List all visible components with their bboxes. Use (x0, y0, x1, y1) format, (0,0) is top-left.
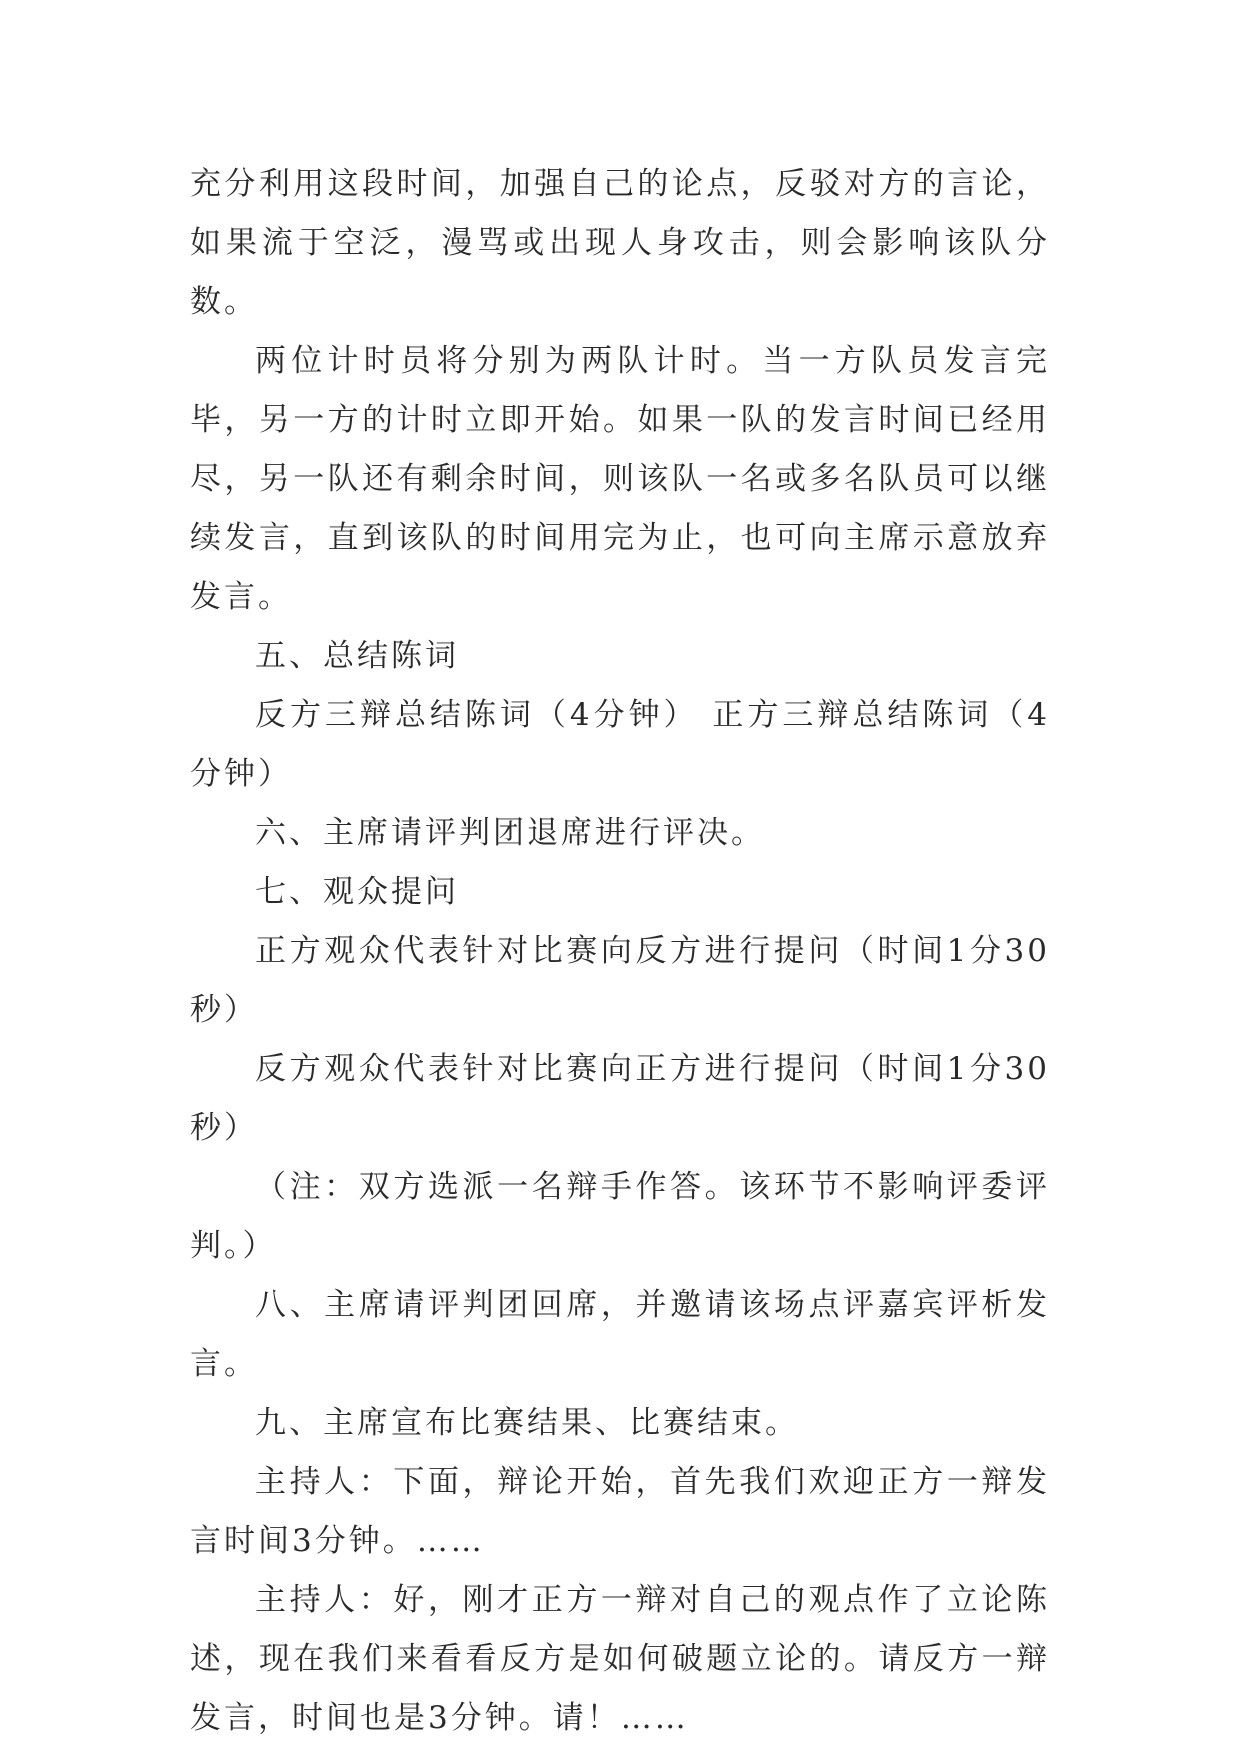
paragraph-2: 两位计时员将分别为两队计时。当一方队员发言完毕，另一方的计时立即开始。如果一队的发言时间已经用尽，另一队还有剩余时间，则该队一名或多名队员可以继续发言，直到该队的时间用完为止，也可向主席示意放弃发言。 (190, 343, 1050, 615)
paragraph-closing-statements: 反方三辩总结陈词（4分钟） 正方三辩总结陈词（4分钟） (190, 697, 1050, 792)
section-heading-7: 七、观众提问 (255, 874, 459, 910)
paragraph-negative-question: 反方观众代表针对比赛向正方进行提问（时间1分30秒） (190, 1051, 1050, 1146)
section-heading-9: 九、主席宣布比赛结果、比赛结束。 (255, 1405, 799, 1441)
paragraph-host-2: 主持人：好，刚才正方一辩对自己的观点作了立论陈述，现在我们来看看反方是如何破题立论的。请反方一辩发言，时间也是3分钟。请！…… (190, 1582, 1050, 1736)
section-heading-8: 八、主席请评判团回席，并邀请该场点评嘉宾评析发言。 (190, 1287, 1050, 1382)
paragraph-note: （注：双方选派一名辩手作答。该环节不影响评委评判。） (190, 1169, 1050, 1264)
section-heading-6: 六、主席请评判团退席进行评决。 (255, 815, 765, 851)
document-body (190, 155, 1050, 1748)
section-heading-5: 五、总结陈词 (255, 638, 459, 674)
paragraph-host-1: 主持人：下面，辩论开始，首先我们欢迎正方一辩发言时间3分钟。…… (190, 1464, 1050, 1559)
paragraph-affirmative-question: 正方观众代表针对比赛向反方进行提问（时间1分30秒） (190, 933, 1050, 1028)
paragraph-1: 充分利用这段时间，加强自己的论点，反驳对方的言论，如果流于空泛，漫骂或出现人身攻击，则会影响该队分数。 (190, 166, 1050, 320)
